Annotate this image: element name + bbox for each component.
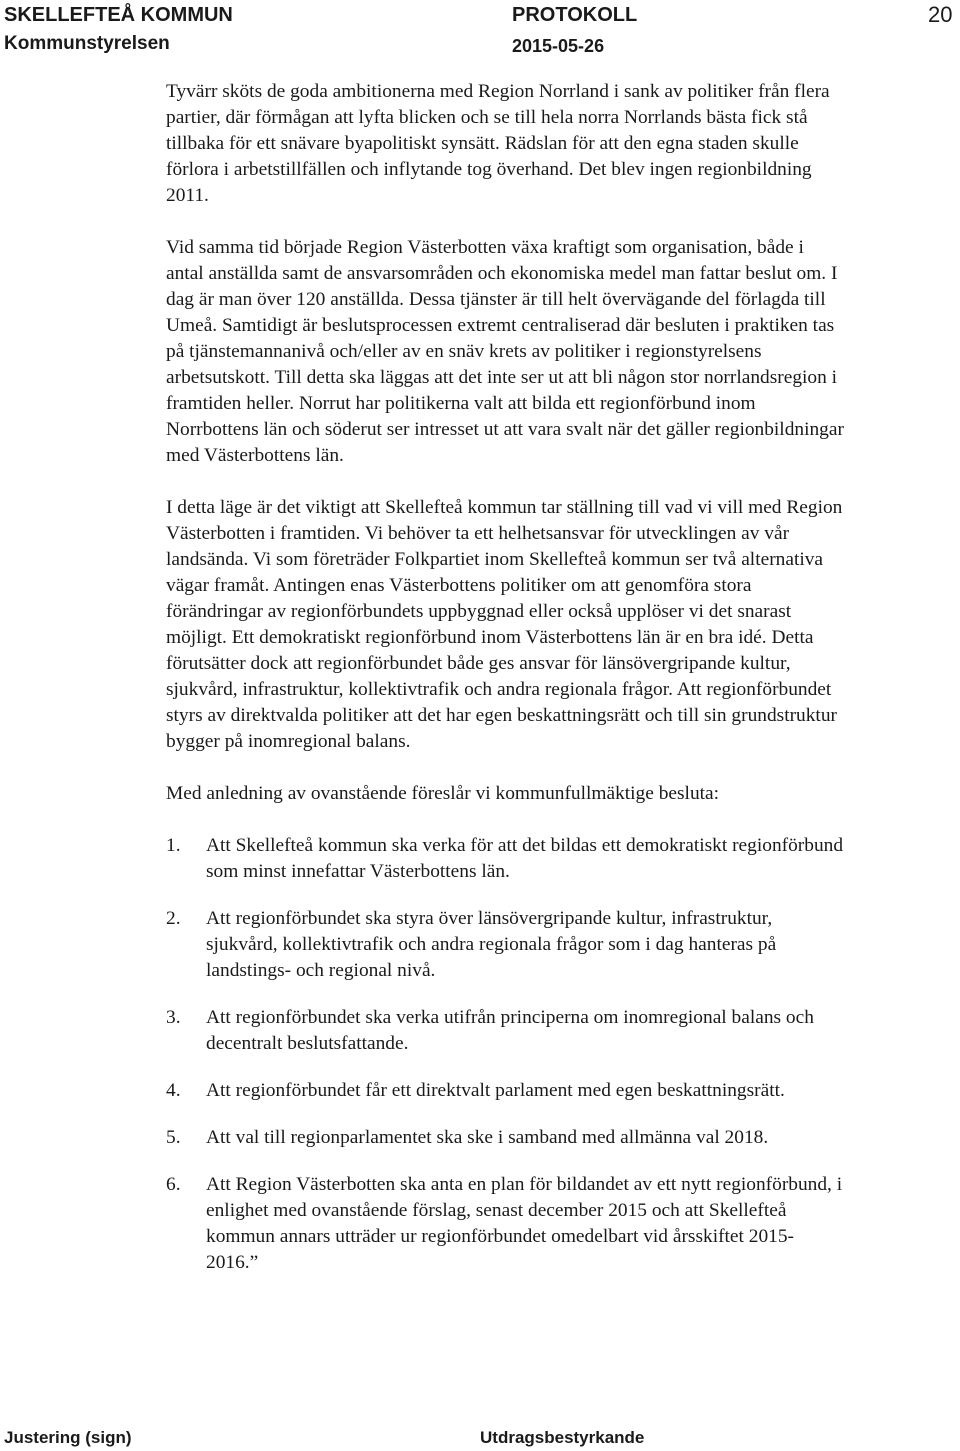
proposal-item (166, 906, 846, 984)
proposal-number: 1. (166, 835, 181, 856)
certification-label: Utdragsbestyrkande (480, 1428, 645, 1447)
paragraph-4: Med anledning av ovanstående föreslår vi kommunfullmäktige besluta: (166, 783, 720, 804)
paragraph-3: I detta läge är det viktigt att Skellefteå kommun tar ställning till vad vi vill med Region Västerbotten i framtiden. Vi behöver ta ett helhetsansvar för utvecklingen av vår landsända. Vi som företräder Folkpartiet inom Skellefteå kommun ser två alternativa vägar framåt. Antingen enas Västerbottens politiker om att genomföra stora förändringar av regionförbundets uppbyggnad eller också upplöser vi det snarast möjligt. Ett demokratiskt regionförbund inom Västerbottens län är en bra idé. Detta förutsätter dock att regionförbundet både ges ansvar för länsövergripande kultur, sjukvård, infrastruktur, kollektivtrafik och andra regionala frågor. Att regionförbundet styrs av direktvalda politiker att det har egen beskattningsrätt och till sin grundstruktur bygger på inomregional balans. (166, 497, 843, 752)
proposal-item (166, 1078, 846, 1104)
signature-label: Justering (sign) (4, 1428, 132, 1447)
proposal-text: Att Skellefteå kommun ska verka för att det bildas ett demokratiskt regionförbund som minst innefattar Västerbottens län. (206, 835, 844, 882)
proposal-number: 4. (166, 1080, 181, 1101)
proposal-number: 6. (166, 1174, 181, 1195)
proposal-number: 5. (166, 1127, 181, 1148)
proposal-number: 2. (166, 908, 181, 929)
proposal-number: 3. (166, 1007, 181, 1028)
page-number: 20 (928, 2, 953, 27)
paragraph-1: Tyvärr sköts de goda ambitionerna med Region Norrland i sank av politiker från flera partier, där förmågan att lyfta blicken och se till hela norra Norrlands bästa fick stå tillbaka för ett snävare byapolitiskt synsätt. Rädslan för att den egna staden skulle förlora i arbetstillfällen och inflytande tog överhand. Det blev ingen regionbildning 2011. (166, 81, 830, 206)
proposal-item (166, 1172, 846, 1276)
paragraph-2: Vid samma tid började Region Västerbotten växa kraftigt som organisation, både i antal anställda samt de ansvarsområden och ekonomiska medel man fattar beslut om. I dag är man över 120 anställda. Dessa tjänster är till helt övervägande del förlagda till Umeå. Samtidigt är beslutsprocessen extremt centraliserad där besluten i praktiken tas på tjänstemannanivå och/eller av en snäv krets av politiker i regionstyrelsens arbetsutskott. Till detta ska läggas att det inte ser ut att bli någon stor norrlandsregion i framtiden heller. Norrut har politikerna valt att bilda ett regionförbund inom Norrbottens län och söderut ser intresset ut att vara svalt när det gäller regionbildningar med Västerbottens län. (166, 237, 844, 466)
committee-name: Kommunstyrelsen (4, 33, 170, 54)
organization-name: SKELLEFTEÅ KOMMUN (4, 4, 233, 26)
document-body (166, 79, 846, 1297)
proposal-text: Att Region Västerbotten ska anta en plan för bildandet av ett nytt regionförbund, i enlighet med ovanstående förslag, senast december 2015 och att Skellefteå kommun annars utträder ur regionförbundet omedelbart vid årsskiftet 2015-2016.” (206, 1174, 843, 1273)
document-date: 2015-05-26 (512, 36, 605, 56)
proposal-text: Att regionförbundet ska verka utifrån principerna om inomregional balans och decentralt beslutsfattande. (206, 1007, 814, 1054)
proposal-list (166, 833, 846, 1276)
document-type: PROTOKOLL (512, 4, 638, 26)
proposal-item (166, 833, 846, 885)
proposal-item (166, 1125, 846, 1151)
proposal-text: Att val till regionparlamentet ska ske i samband med allmänna val 2018. (206, 1127, 769, 1148)
proposal-text: Att regionförbundet ska styra över länsövergripande kultur, infrastruktur, sjukvård, kollektivtrafik och andra regionala frågor som i dag hanteras på landstings- och regional nivå. (206, 908, 777, 981)
proposal-text: Att regionförbundet får ett direktvalt parlament med egen beskattningsrätt. (206, 1080, 785, 1101)
proposal-item (166, 1005, 846, 1057)
